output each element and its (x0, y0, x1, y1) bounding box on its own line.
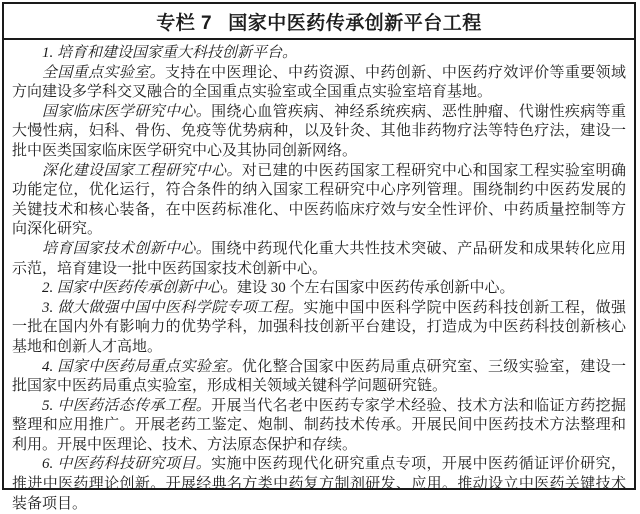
paragraph-text: 支持在中医理论、中药资源、中药创新、中医药疗效评价等重要领域方向建设多学科交叉融合的全国重点实验室或全国重点实验室培育基地。 (12, 64, 626, 101)
paragraph-lead: 国家临床医学研究中心。 (42, 103, 212, 120)
paragraph-text: 实施中医药现代化研究重点专项，开展中医药循证评价研究，推进中医药理论创新。开展经典名方类中药复方制剂研发、应用。推动设立中医药关键技术装备项目。 (12, 456, 626, 512)
paragraph-text: 建设 30 个左右国家中医药传承创新中心。 (237, 280, 515, 297)
paragraph-lead: 全国重点实验室。 (42, 64, 166, 81)
paragraph (12, 358, 626, 397)
paragraph-text: 开展当代名老中医药专家学术经验、技术方法和临证方药挖掘整理和应用推广。开展老药工鉴定、炮制、制药技术传承。开展民间中医药技术方法整理和利用。开展中医理论、技术、方法原态保护和存续。 (12, 397, 626, 453)
paragraph-text: 优化整合国家中医药局重点研究室、三级实验室，建设一批国家中医药局重点实验室，形成相关领域关键科学问题研究链。 (12, 358, 626, 395)
paragraph (12, 397, 626, 456)
panel-title-number: 专栏 7 (156, 12, 213, 34)
paragraph-lead: 3. 做大做强中国中医科学院专项工程。 (42, 299, 304, 316)
paragraph-lead: 1. 培育和建设国家重大科技创新平台。 (42, 45, 298, 61)
paragraph-lead: 2. 国家中医药传承创新中心。 (42, 280, 238, 297)
paragraph-lead: 深化建设国家工程研究中心。 (42, 162, 242, 179)
panel-title-text: 国家中医药传承创新平台工程 (228, 12, 482, 34)
paragraph-lead: 6. 中医药科技研究项目。 (42, 456, 212, 473)
paragraph-text: 围绕心血管疾病、神经系统疾病、恶性肿瘤、代谢性疾病等重大慢性病，妇科、骨伤、免疫等优势病种，以及针灸、其他非药物疗法等特色疗法，建设一批中医类国家临床医学研究中心及其协同创新网络。 (12, 103, 626, 159)
paragraph (12, 299, 626, 358)
paragraph (12, 240, 626, 279)
paragraph (12, 44, 626, 64)
paragraph-lead: 5. 中医药活态传承工程。 (42, 397, 212, 414)
paragraph (12, 103, 626, 162)
paragraph-text: 围绕中药现代化重大共性技术突破、产品研发和成果转化应用示范，培育建设一批中医药国家技术创新中心。 (12, 240, 626, 277)
panel-body (4, 40, 634, 514)
paragraph-text: 对已建的中医药国家工程研究中心和国家工程实验室明确功能定位，优化运行，符合条件的纳入国家工程研究中心序列管理。围绕制约中医药发展的关键技术和核心装备，在中医药标准化、中医药临床疗效与安全性评价、中药质量控制等方向深化研究。 (12, 162, 626, 238)
paragraph (12, 64, 626, 103)
panel-title (4, 4, 634, 40)
paragraph (12, 162, 626, 240)
paragraph-lead: 4. 国家中医药局重点实验室。 (42, 358, 242, 375)
paragraph-lead: 培育国家技术创新中心。 (42, 240, 212, 257)
paragraph (12, 279, 626, 299)
paragraph-text: 实施中国中医科学院中医药科技创新工程，做强一批在国内外有影响力的优势学科，加强科技创新平台建设，打造成为中医药科技创新核心基地和创新人才高地。 (12, 299, 626, 355)
paragraph (12, 455, 626, 514)
column-panel (2, 2, 636, 512)
